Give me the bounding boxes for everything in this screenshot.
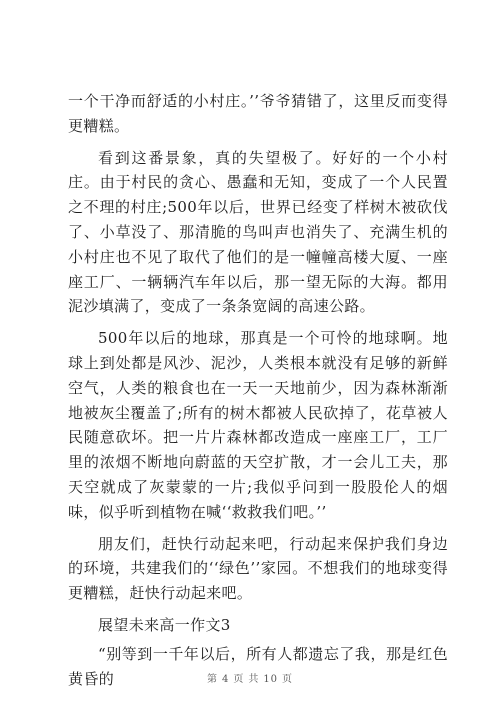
footer-total-unit: 页 bbox=[282, 674, 294, 685]
paragraph-disappointment: 看到这番景象，真的失望极了。好好的一个小村庄。由于村民的贪心、愚蠢和无知，变成了一个人民置之不理的村庄;500年以后，世界已经变了样树木被砍伐了、小草没了、那清脆的鸟叫声也消失了、充满生机的小村庄也不见了取代了他们的是一幢幢高楼大厦、一座座工厂、一辆辆汽车年以后，那一望无际的大海。都用泥沙填满了，变成了一条条宽阔的高速公路。 bbox=[68, 148, 448, 316]
page-footer bbox=[0, 670, 500, 685]
paragraph-essay-opening: “别等到一千年以后，所有人都遗忘了我，那是红色黄昏的 bbox=[68, 644, 448, 688]
paragraph-call-to-action: 朋友们，赶快行动起来吧，行动起来保护我们身边的环境，共建我们的‘‘绿色’’家园。不想我们的地球变得更糟糕，赶快行动起来吧。 bbox=[68, 534, 448, 603]
footer-total-word: 共 bbox=[248, 674, 260, 685]
essay-title: 展望未来高一作文3 bbox=[98, 615, 231, 634]
footer-page-number: 4 bbox=[221, 674, 230, 685]
footer-page-word: 第 bbox=[206, 674, 218, 685]
paragraph-earth: 500年以后的地球，那真是一个可怜的地球啊。地球上到处都是风沙、泥沙，人类根本就没有足够的新鲜空气，人类的粮食也在一天一天地前少，因为森林渐渐地被灰尘覆盖了;所有的树木都被人民砍掉了，花草被人民随意砍坏。把一片片森林都改造成一座座工厂，工厂里的浓烟不断地向蔚蓝的天空扩散，才一会儿工夫，那天空就成了灰蒙蒙的一片;我似乎问到一股股伦人的烟味，似乎听到植物在喊‘‘救救我们吧。’’ bbox=[68, 329, 448, 521]
footer-total-pages: 10 bbox=[263, 674, 279, 685]
paragraph-continuation: 一个干净而舒适的小村庄。’’爷爷猜错了，这里反而变得更糟糕。 bbox=[68, 92, 448, 135]
document-body bbox=[68, 89, 448, 698]
footer-page-unit: 页 bbox=[233, 674, 245, 685]
